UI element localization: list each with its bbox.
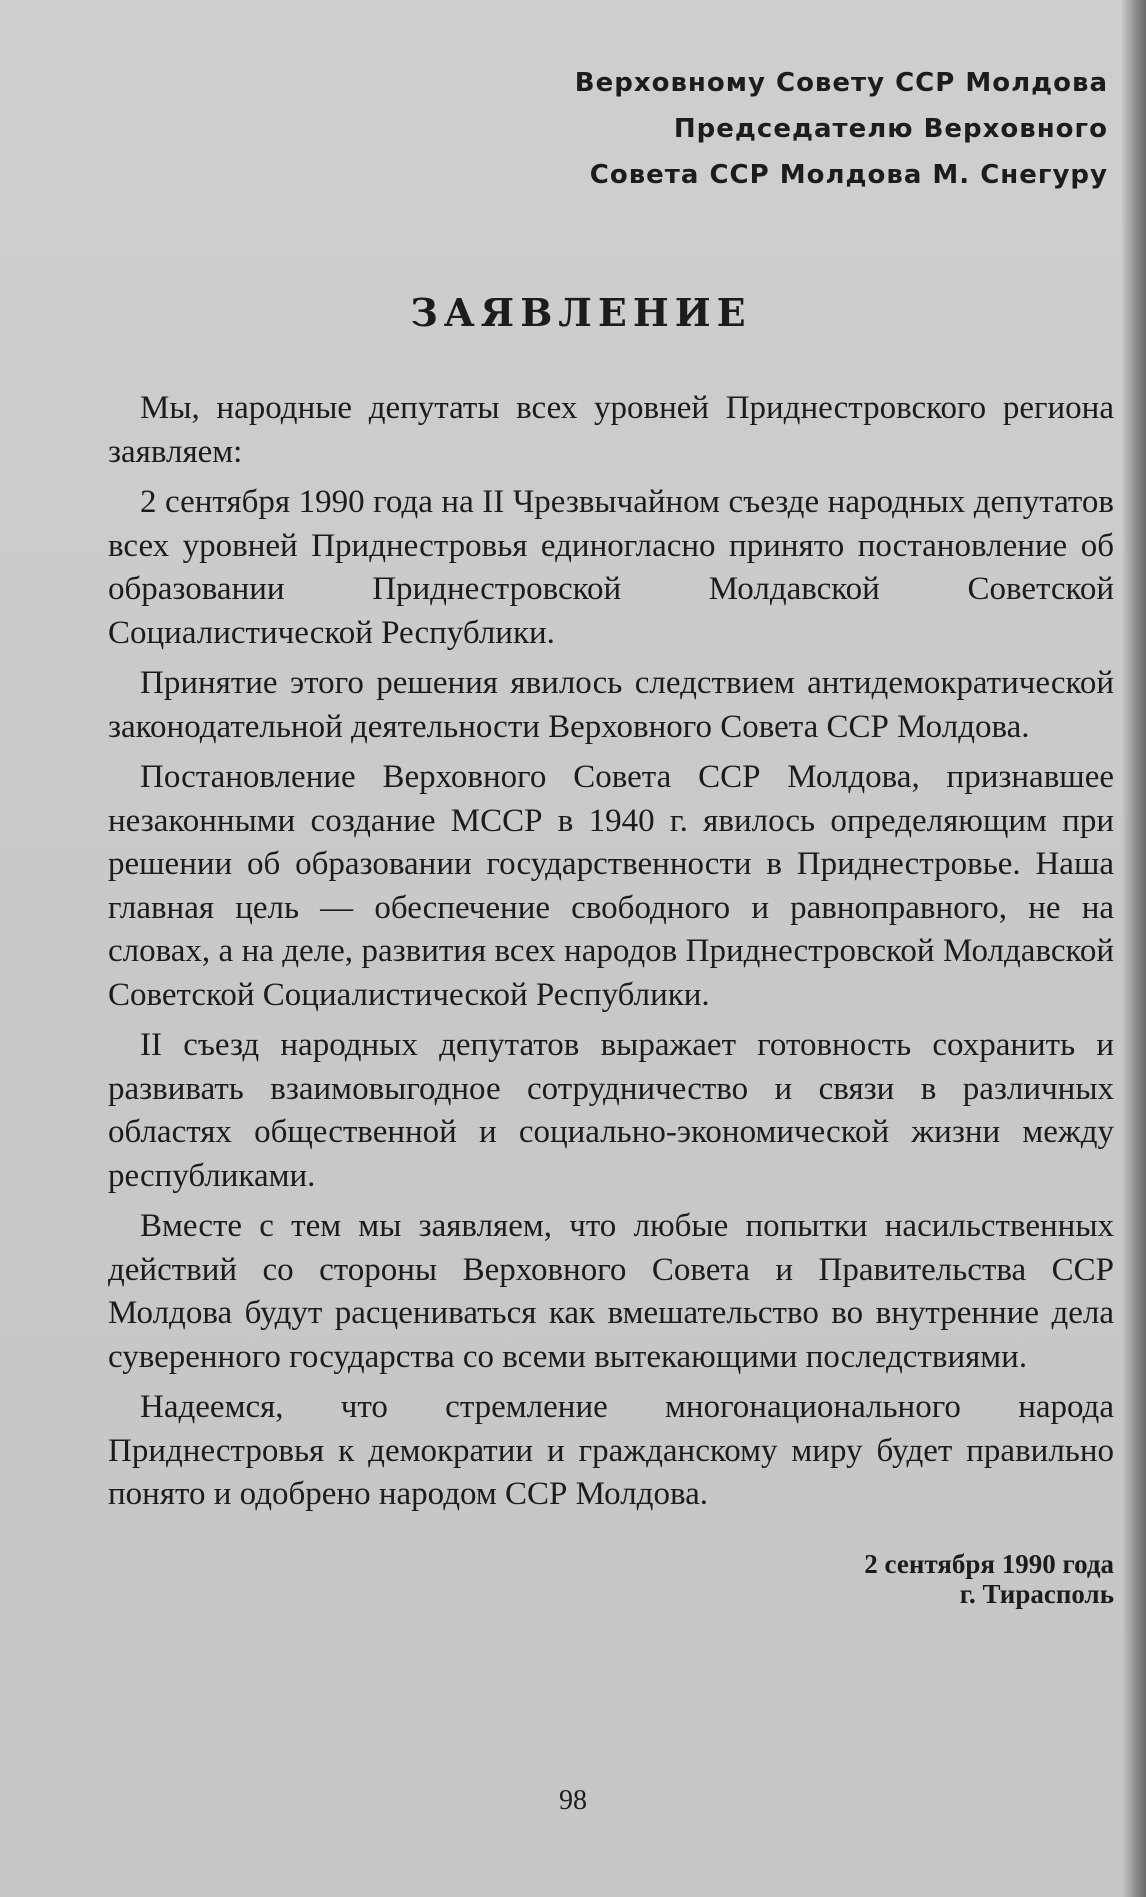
- signoff-place: г. Тирасполь: [959, 1578, 1114, 1609]
- signoff-date: 2 сентября 1990 года: [864, 1548, 1114, 1579]
- addressee-block: [108, 60, 1114, 198]
- signoff-block: [108, 1549, 1114, 1609]
- page-number: 98: [559, 1785, 587, 1816]
- paragraph: II съезд народных депутатов выражает готовность сохранить и развивать взаимовыгодное сотрудничество и связи в различных областях общественной и социально-экономической жизни между республиками.: [108, 1027, 1114, 1194]
- addressee-line: Председателю Верховного: [673, 114, 1108, 144]
- paragraph: Постановление Верховного Совета ССР Молдова, признавшее незаконными создание МССР в 1940 г. явилось определяющим при решении об образовании государственности в Приднестровье. Наша главная цель — обеспечение свободного и равноправного, не на словах, а на деле, развития всех народов Приднестровской Молдавской Советской Социалистической Республики.: [108, 759, 1114, 1013]
- addressee-line: Верховному Совету ССР Молдова: [574, 68, 1108, 98]
- paragraph: Принятие этого решения явилось следствием антидемократической законодательной деятельности Верховного Совета ССР Молдова.: [108, 665, 1114, 745]
- document-title: ЗАЯВЛЕНИЕ: [410, 290, 752, 335]
- paragraph: Мы, народные депутаты всех уровней Приднестровского региона заявляем:: [108, 390, 1114, 470]
- paragraph: Надеемся, что стремление многонационального народа Приднестровья к демократии и гражданскому миру будет правильно понято и одобрено народом ССР Молдова.: [108, 1389, 1114, 1512]
- addressee-line: Совета ССР Молдова М. Снегуру: [589, 160, 1108, 190]
- paragraph: Вместе с тем мы заявляем, что любые попытки насильственных действий со стороны Верховного Совета и Правительства ССР Молдова будут расцениваться как вмешательство во внутренние дела суверенного государства со всеми вытекающими последствиями.: [108, 1208, 1114, 1375]
- book-spine-shadow: [1122, 0, 1146, 1897]
- statement-body: [108, 387, 1114, 1517]
- paragraph: 2 сентября 1990 года на II Чрезвычайном съезде народных депутатов всех уровней Приднестровья единогласно принято постановление об образовании Приднестровской Молдавской Советской Социалистической Республики.: [108, 484, 1114, 651]
- page-content: [108, 60, 1114, 1609]
